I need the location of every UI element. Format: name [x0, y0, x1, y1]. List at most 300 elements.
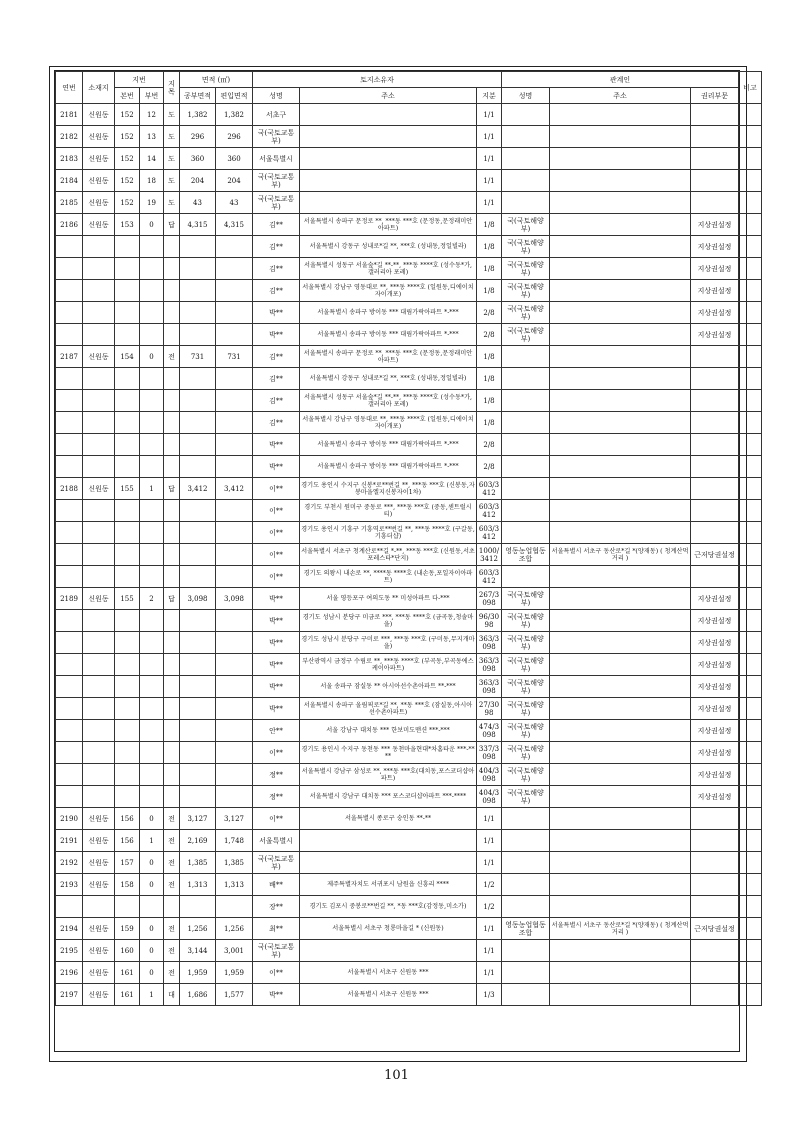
cell-share: 363/3098	[477, 654, 502, 676]
cell-related-address	[550, 632, 691, 654]
cell-right-type	[691, 192, 739, 214]
cell-area-included	[216, 896, 253, 918]
cell-right-type: 지상권설정	[691, 236, 739, 258]
cell-right-type	[691, 940, 739, 962]
cell-location	[83, 390, 115, 412]
cell-related-address	[550, 522, 691, 544]
cell-area-included: 731	[216, 346, 253, 368]
cell-related-address	[550, 654, 691, 676]
cell-location: 신원동	[83, 214, 115, 236]
cell-location: 신원동	[83, 126, 115, 148]
cell-related-name: 국(국토해양부)	[502, 588, 550, 610]
cell-share: 1/8	[477, 390, 502, 412]
cell-share: 1/8	[477, 258, 502, 280]
cell-note	[739, 588, 762, 610]
cell-lot-main	[115, 324, 140, 346]
cell-lot-sub: 0	[140, 214, 164, 236]
table-row	[56, 522, 762, 544]
cell-area-included: 1,385	[216, 852, 253, 874]
cell-owner-address: 서울특별시 성동구 서울숲*길 **-**, ***동 ****호 (성수동*가,갤러리아 포레)	[300, 258, 477, 280]
table-row	[56, 280, 762, 302]
cell-related-address	[550, 126, 691, 148]
cell-share: 1/1	[477, 962, 502, 984]
cell-lot-sub	[140, 412, 164, 434]
cell-note	[739, 830, 762, 852]
cell-related-address	[550, 588, 691, 610]
cell-owner-name: 안**	[253, 720, 300, 742]
cell-area-official: 1,313	[180, 874, 216, 896]
cell-area-official: 731	[180, 346, 216, 368]
cell-share: 1/8	[477, 368, 502, 390]
cell-area-official: 1,686	[180, 984, 216, 1006]
cell-right-type	[691, 500, 739, 522]
cell-seq: 2185	[56, 192, 83, 214]
table-row	[56, 456, 762, 478]
cell-jimok	[164, 610, 180, 632]
cell-area-official	[180, 610, 216, 632]
cell-location	[83, 896, 115, 918]
cell-note	[739, 566, 762, 588]
cell-lot-sub	[140, 676, 164, 698]
cell-lot-sub: 1	[140, 830, 164, 852]
cell-owner-address: 서울 영등포구 여의도동 ** 미성아파트 다-***	[300, 588, 477, 610]
cell-share: 1/8	[477, 214, 502, 236]
cell-area-included	[216, 258, 253, 280]
cell-related-name	[502, 478, 550, 500]
cell-lot-sub: 14	[140, 148, 164, 170]
cell-area-official: 1,959	[180, 962, 216, 984]
cell-related-address	[550, 302, 691, 324]
cell-right-type	[691, 852, 739, 874]
cell-owner-address: 서울특별시 송파구 올림픽로*길 **, **동 ***호 (잠실동,아시아선수촌아파트)	[300, 698, 477, 720]
cell-lot-sub: 0	[140, 346, 164, 368]
cell-lot-sub	[140, 742, 164, 764]
cell-related-name	[502, 852, 550, 874]
cell-share: 1/8	[477, 412, 502, 434]
cell-seq: 2186	[56, 214, 83, 236]
cell-area-included	[216, 412, 253, 434]
cell-lot-main: 158	[115, 874, 140, 896]
cell-related-address	[550, 412, 691, 434]
table-row	[56, 654, 762, 676]
cell-owner-address: 서울특별시 송파구 문정로 **, ***동 ***호 (문정동,문정래미안아파트)	[300, 346, 477, 368]
cell-note	[739, 126, 762, 148]
cell-related-address	[550, 500, 691, 522]
cell-area-official: 43	[180, 192, 216, 214]
cell-area-official: 2,169	[180, 830, 216, 852]
cell-jimok: 전	[164, 940, 180, 962]
cell-lot-main	[115, 544, 140, 566]
cell-area-official	[180, 302, 216, 324]
cell-share: 1/1	[477, 830, 502, 852]
cell-related-address	[550, 610, 691, 632]
header-owner-address: 주소	[300, 88, 477, 104]
cell-owner-address: 경기도 부천시 원미구 중동로 ***, ***동 ***호 (중동,센트럴시티)	[300, 500, 477, 522]
cell-related-address	[550, 896, 691, 918]
cell-owner-name: 서초구	[253, 104, 300, 126]
cell-share: 1/1	[477, 104, 502, 126]
table-row	[56, 896, 762, 918]
cell-lot-main: 160	[115, 940, 140, 962]
cell-lot-sub	[140, 258, 164, 280]
cell-location: 신원동	[83, 918, 115, 940]
cell-related-name	[502, 522, 550, 544]
cell-seq	[56, 500, 83, 522]
cell-note	[739, 104, 762, 126]
cell-note	[739, 434, 762, 456]
cell-lot-main	[115, 786, 140, 808]
cell-area-official	[180, 896, 216, 918]
cell-owner-address: 서울특별시 송파구 방이동 *** 대림가락아파트 *-***	[300, 456, 477, 478]
cell-jimok	[164, 764, 180, 786]
cell-related-name	[502, 896, 550, 918]
cell-location: 신원동	[83, 170, 115, 192]
cell-area-official	[180, 720, 216, 742]
cell-related-address	[550, 874, 691, 896]
cell-seq: 2191	[56, 830, 83, 852]
cell-related-name	[502, 940, 550, 962]
cell-share: 2/8	[477, 302, 502, 324]
cell-owner-name: 박**	[253, 676, 300, 698]
cell-jimok	[164, 324, 180, 346]
cell-lot-main	[115, 302, 140, 324]
cell-owner-name: 이**	[253, 522, 300, 544]
cell-right-type: 지상권설정	[691, 324, 739, 346]
cell-owner-address: 서울특별시 종로구 숭인동 **-**	[300, 808, 477, 830]
cell-seq	[56, 456, 83, 478]
cell-lot-main	[115, 500, 140, 522]
cell-seq: 2188	[56, 478, 83, 500]
cell-related-name: 국(국토해양부)	[502, 698, 550, 720]
cell-seq: 2184	[56, 170, 83, 192]
cell-lot-sub: 18	[140, 170, 164, 192]
table-row	[56, 148, 762, 170]
cell-location	[83, 786, 115, 808]
cell-share: 1/8	[477, 236, 502, 258]
cell-owner-name: 김**	[253, 214, 300, 236]
cell-owner-address: 제주특별자치도 서귀포시 남원읍 신흥리 ****	[300, 874, 477, 896]
cell-lot-sub	[140, 632, 164, 654]
cell-owner-address: 경기도 의왕시 내손로 **, ****동 ****호 (내손동,포일자이아파트)	[300, 566, 477, 588]
cell-area-included: 1,959	[216, 962, 253, 984]
cell-related-address	[550, 368, 691, 390]
cell-seq	[56, 390, 83, 412]
table-row	[56, 412, 762, 434]
cell-location	[83, 236, 115, 258]
cell-owner-name: 이**	[253, 566, 300, 588]
cell-seq: 2181	[56, 104, 83, 126]
header-related-name: 성명	[502, 88, 550, 104]
cell-note	[739, 544, 762, 566]
cell-jimok: 전	[164, 874, 180, 896]
cell-location	[83, 764, 115, 786]
cell-owner-address: 서울특별시 서초구 신원동 ***	[300, 962, 477, 984]
cell-related-address	[550, 280, 691, 302]
cell-seq	[56, 434, 83, 456]
cell-jimok: 전	[164, 808, 180, 830]
cell-note	[739, 258, 762, 280]
cell-lot-sub	[140, 786, 164, 808]
cell-related-address: 서울특별시 서초구 동산로*길 *(양재동) ( 청계산먹거리 )	[550, 918, 691, 940]
header-related-address: 주소	[550, 88, 691, 104]
cell-related-name: 국(국토해양부)	[502, 676, 550, 698]
cell-jimok: 도	[164, 170, 180, 192]
cell-owner-address: 경기도 용인시 수지구 동천동 *** 동천마을현대*차홈타운 ***-****	[300, 742, 477, 764]
cell-lot-sub: 0	[140, 940, 164, 962]
cell-jimok	[164, 434, 180, 456]
cell-related-address	[550, 676, 691, 698]
cell-owner-address: 경기도 용인시 기흥구 기흥역로**번길 **, ***동 ****호 (구갈동,기흥더샵)	[300, 522, 477, 544]
cell-note	[739, 610, 762, 632]
cell-jimok: 답	[164, 214, 180, 236]
table-body	[56, 104, 762, 1006]
header-location: 소재지	[83, 72, 115, 104]
table-row	[56, 478, 762, 500]
cell-owner-name: 김**	[253, 258, 300, 280]
cell-related-name	[502, 192, 550, 214]
table-row	[56, 742, 762, 764]
cell-right-type	[691, 170, 739, 192]
cell-owner-address: 서울특별시 강남구 영동대로 **, ***동 ****호 (일원동,디에이치자이개포)	[300, 280, 477, 302]
cell-owner-address: 서울특별시 강남구 삼성로 **, ***동 ***호(대치동,포스코더샵아파트)	[300, 764, 477, 786]
cell-location	[83, 676, 115, 698]
cell-owner-name: 이**	[253, 742, 300, 764]
cell-lot-main	[115, 632, 140, 654]
table-row	[56, 214, 762, 236]
header-area: 면적 (㎡)	[180, 72, 253, 88]
cell-share: 1/1	[477, 170, 502, 192]
cell-right-type: 근저당권설정	[691, 918, 739, 940]
cell-related-name: 국(국토해양부)	[502, 236, 550, 258]
cell-note	[739, 170, 762, 192]
cell-owner-address	[300, 852, 477, 874]
header-area-official: 공부면적	[180, 88, 216, 104]
cell-owner-address: 경기도 김포시 중봉로**번길 **, *동 ***호(감정동,미소가)	[300, 896, 477, 918]
cell-share: 603/3412	[477, 500, 502, 522]
cell-seq	[56, 258, 83, 280]
cell-seq	[56, 522, 83, 544]
cell-location: 신원동	[83, 346, 115, 368]
cell-lot-sub	[140, 654, 164, 676]
cell-jimok: 도	[164, 192, 180, 214]
cell-owner-address: 서울특별시 강남구 영동대로 **, ***동 ****호 (일원동,디에이치자이개포)	[300, 412, 477, 434]
cell-share: 337/3098	[477, 742, 502, 764]
header-owner: 토지소유자	[253, 72, 502, 88]
cell-owner-name: 이**	[253, 544, 300, 566]
cell-jimok	[164, 896, 180, 918]
cell-jimok	[164, 720, 180, 742]
cell-lot-main	[115, 610, 140, 632]
cell-jimok	[164, 632, 180, 654]
cell-area-included: 3,127	[216, 808, 253, 830]
cell-area-official	[180, 786, 216, 808]
cell-seq	[56, 698, 83, 720]
table-row	[56, 258, 762, 280]
cell-note	[739, 698, 762, 720]
cell-share: 1/1	[477, 852, 502, 874]
cell-lot-sub	[140, 456, 164, 478]
cell-right-type: 지상권설정	[691, 742, 739, 764]
cell-jimok: 도	[164, 104, 180, 126]
cell-note	[739, 786, 762, 808]
cell-area-official	[180, 500, 216, 522]
cell-related-name: 국(국토해양부)	[502, 720, 550, 742]
cell-owner-name: 이**	[253, 962, 300, 984]
cell-lot-sub	[140, 368, 164, 390]
cell-owner-address: 서울특별시 송파구 방이동 *** 대림가락아파트 *-***	[300, 434, 477, 456]
cell-related-name	[502, 412, 550, 434]
table-row	[56, 324, 762, 346]
cell-jimok	[164, 258, 180, 280]
cell-lot-sub	[140, 280, 164, 302]
cell-jimok: 답	[164, 478, 180, 500]
cell-owner-address: 서울 송파구 잠실동 ** 아시아선수촌아파트 **-***	[300, 676, 477, 698]
cell-location: 신원동	[83, 148, 115, 170]
cell-note	[739, 852, 762, 874]
cell-area-official	[180, 456, 216, 478]
cell-location: 신원동	[83, 830, 115, 852]
cell-owner-name: 김**	[253, 412, 300, 434]
cell-owner-name: 김**	[253, 236, 300, 258]
cell-lot-sub	[140, 434, 164, 456]
cell-owner-name: 이**	[253, 808, 300, 830]
cell-lot-main	[115, 896, 140, 918]
cell-note	[739, 742, 762, 764]
cell-right-type	[691, 896, 739, 918]
cell-owner-address	[300, 126, 477, 148]
cell-related-name	[502, 962, 550, 984]
cell-right-type	[691, 412, 739, 434]
table-row	[56, 346, 762, 368]
table-row	[56, 720, 762, 742]
table-row	[56, 962, 762, 984]
table-row	[56, 302, 762, 324]
cell-related-name	[502, 346, 550, 368]
cell-related-address	[550, 940, 691, 962]
cell-area-official: 3,412	[180, 478, 216, 500]
cell-lot-main: 152	[115, 126, 140, 148]
cell-related-name	[502, 808, 550, 830]
table-row	[56, 984, 762, 1006]
table-row	[56, 368, 762, 390]
cell-right-type: 지상권설정	[691, 632, 739, 654]
cell-note	[739, 324, 762, 346]
cell-related-address: 서울특별시 서초구 동산로*길 *(양재동) ( 청계산먹거리 )	[550, 544, 691, 566]
cell-right-type	[691, 456, 739, 478]
cell-area-official: 360	[180, 148, 216, 170]
cell-right-type	[691, 368, 739, 390]
cell-jimok: 전	[164, 830, 180, 852]
cell-right-type: 근저당권설정	[691, 544, 739, 566]
cell-related-name: 국(국토해양부)	[502, 742, 550, 764]
header-area-included: 편입면적	[216, 88, 253, 104]
cell-seq: 2192	[56, 852, 83, 874]
cell-seq	[56, 786, 83, 808]
cell-owner-name: 박**	[253, 984, 300, 1006]
cell-owner-address: 서울특별시 송파구 문정로 **, ***동 ***호 (문정동,문정래미안아파트)	[300, 214, 477, 236]
cell-area-included: 296	[216, 126, 253, 148]
cell-lot-main: 155	[115, 588, 140, 610]
cell-share: 1/1	[477, 126, 502, 148]
cell-share: 1/2	[477, 896, 502, 918]
cell-note	[739, 676, 762, 698]
cell-share: 1000/3412	[477, 544, 502, 566]
table-row	[56, 588, 762, 610]
cell-right-type	[691, 962, 739, 984]
cell-jimok	[164, 676, 180, 698]
header-jimok: 지목	[164, 72, 180, 104]
cell-location: 신원동	[83, 962, 115, 984]
table-row	[56, 940, 762, 962]
cell-right-type: 지상권설정	[691, 588, 739, 610]
cell-owner-address	[300, 830, 477, 852]
cell-lot-main: 154	[115, 346, 140, 368]
header-lot: 지번	[115, 72, 164, 88]
cell-location	[83, 566, 115, 588]
cell-seq	[56, 742, 83, 764]
cell-area-official: 1,382	[180, 104, 216, 126]
cell-note	[739, 874, 762, 896]
cell-lot-main	[115, 742, 140, 764]
cell-location	[83, 280, 115, 302]
cell-owner-address: 서울특별시 서초구 청계산로**길 *-**, ***동 ***호 (신원동,서초포레스타*단지)	[300, 544, 477, 566]
cell-area-official	[180, 632, 216, 654]
cell-owner-name: 정**	[253, 786, 300, 808]
cell-related-address	[550, 566, 691, 588]
cell-owner-name: 김**	[253, 346, 300, 368]
cell-related-address	[550, 456, 691, 478]
header-related: 관계인	[502, 72, 739, 88]
cell-jimok: 답	[164, 588, 180, 610]
cell-related-name: 국(국토해양부)	[502, 654, 550, 676]
cell-share: 1/8	[477, 346, 502, 368]
cell-owner-name: 박**	[253, 654, 300, 676]
cell-owner-name: 장**	[253, 896, 300, 918]
cell-jimok: 전	[164, 962, 180, 984]
cell-area-included	[216, 698, 253, 720]
cell-lot-sub	[140, 610, 164, 632]
cell-note	[739, 214, 762, 236]
cell-note	[739, 632, 762, 654]
cell-lot-main	[115, 676, 140, 698]
cell-area-included	[216, 764, 253, 786]
cell-related-address	[550, 192, 691, 214]
cell-owner-address: 경기도 용인시 수지구 신봉*로**번길 **, ***동 ***호 (신봉동,자봉마을엘지신봉자이1차)	[300, 478, 477, 500]
cell-owner-name: 박**	[253, 632, 300, 654]
cell-related-address	[550, 236, 691, 258]
cell-owner-name: 박**	[253, 588, 300, 610]
cell-lot-main: 157	[115, 852, 140, 874]
cell-owner-name: 박**	[253, 610, 300, 632]
cell-lot-sub	[140, 698, 164, 720]
cell-share: 1/2	[477, 874, 502, 896]
cell-share: 474/3098	[477, 720, 502, 742]
cell-area-included	[216, 566, 253, 588]
cell-seq	[56, 764, 83, 786]
cell-share: 1/1	[477, 940, 502, 962]
cell-lot-main	[115, 764, 140, 786]
cell-jimok: 도	[164, 126, 180, 148]
cell-lot-sub	[140, 390, 164, 412]
cell-lot-main: 161	[115, 984, 140, 1006]
cell-lot-sub: 19	[140, 192, 164, 214]
cell-right-type: 지상권설정	[691, 302, 739, 324]
cell-jimok	[164, 302, 180, 324]
cell-seq: 2196	[56, 962, 83, 984]
table-row	[56, 808, 762, 830]
cell-note	[739, 478, 762, 500]
cell-related-address	[550, 962, 691, 984]
